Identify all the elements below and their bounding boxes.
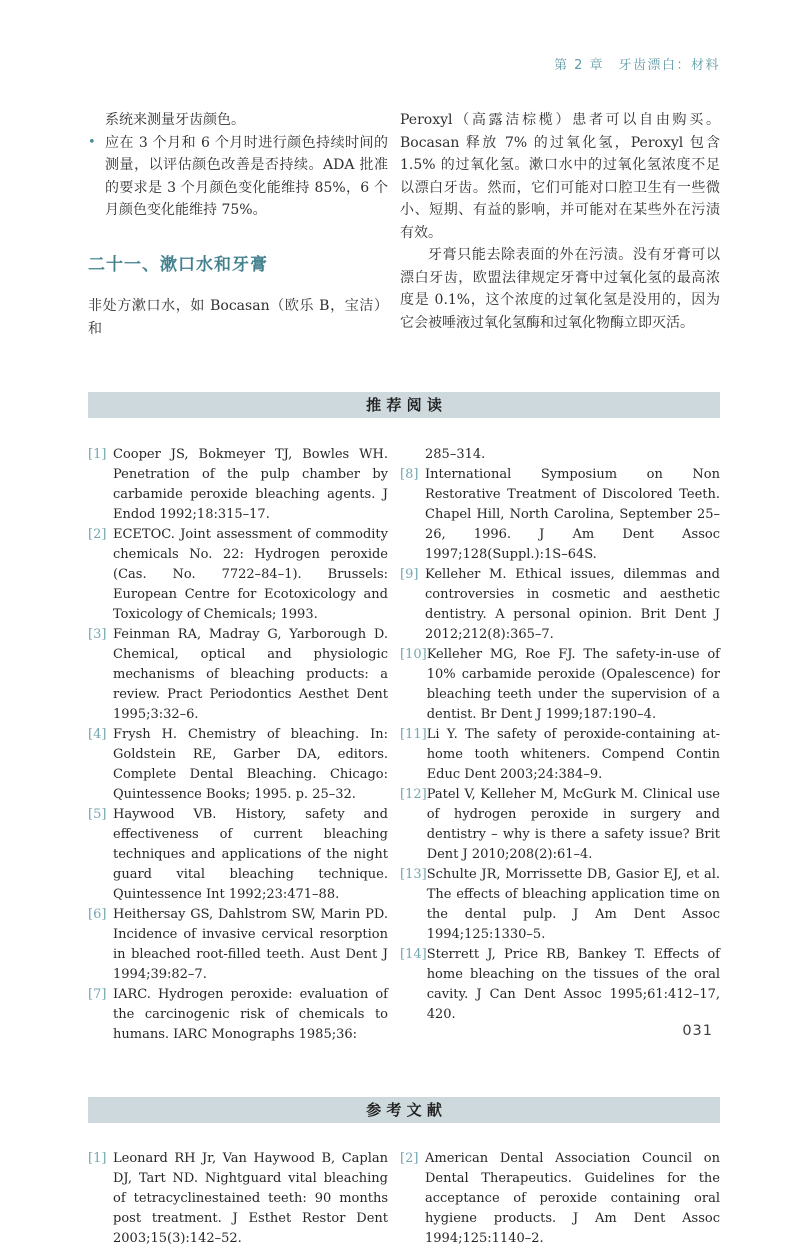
reference-text: Kelleher M. Ethical issues, dilemmas and controversies in cosmetic and aesthetic dentistry. A personal opinion. Brit Dent J 2012;212(8):365–7. — [425, 567, 720, 642]
reference-text: Patel V, Kelleher M, McGurk M. Clinical use of hydrogen peroxide in surgery and dentistry – why is there a safety issue? Brit Dent J 2010;208(2):61–4. — [426, 787, 720, 862]
references-header-bar — [88, 1097, 720, 1123]
reference-entry — [400, 645, 720, 725]
reference-entry — [88, 985, 388, 1045]
section-lead-paragraph: 非处方漱口水，如 Bocasan（欧乐 B，宝洁）和 — [88, 298, 388, 337]
reference-number: [10] — [400, 647, 427, 662]
reference-entry — [400, 565, 720, 645]
reference-entry — [88, 805, 388, 905]
section-heading-mouthwash-toothpaste: 二十一、漱口水和牙膏 — [88, 254, 268, 275]
reference-entry — [88, 905, 388, 985]
recommended-reading-list — [88, 445, 720, 1045]
reference-text: Haywood VB. History, safety and effectiveness of current bleaching techniques and applications of the night guard vital bleaching technique. Quintessence Int 1992;23:471–88. — [113, 807, 388, 902]
reference-text: Heithersay GS, Dahlstrom SW, Marin PD. Incidence of invasive cervical resorption in bleached root-filled teeth. Aust Dent J 1994;39:82–7. — [113, 907, 388, 982]
reference-entry — [88, 525, 388, 625]
body-text-section — [88, 109, 720, 340]
reference-number: [9] — [400, 567, 419, 582]
reference-number: [13] — [400, 867, 427, 882]
reference-number: [14] — [400, 947, 427, 962]
reference-entry — [400, 725, 720, 785]
reference-text: Frysh H. Chemistry of bleaching. In: Goldstein RE, Garber DA, editors. Complete Dental Bleaching. Chicago: Quintessence Books; 1995. p. 25–32. — [113, 727, 388, 802]
reference-entry — [400, 1149, 720, 1249]
body-paragraph-2: 牙膏只能去除表面的外在污渍。没有牙膏可以漂白牙齿，欧盟法律规定牙膏中过氧化氢的最高浓度是 0.1%，这个浓度的过氧化氢是没用的，因为它会被唾液过氧化氢酶和过氧化物酶立即灭活。 — [400, 247, 720, 331]
reference-number: [11] — [400, 727, 427, 742]
reference-text: Leonard RH Jr, Van Haywood B, Caplan DJ, Tart ND. Nightguard vital bleaching of tetracyclinestained teeth: 90 months post treatment. J Esthet Restor Dent 2003;15(3):142–52. — [113, 1151, 388, 1246]
references-title: 参 考 文 献 — [366, 1101, 442, 1119]
reference-text: Schulte JR, Morrissette DB, Gasior EJ, et al. The effects of bleaching application time on the dental pulp. J Am Dent Assoc 1994;125:1330–5. — [426, 867, 720, 942]
body-left-column — [88, 109, 388, 340]
reference-number: [1] — [88, 447, 107, 462]
reference-entry — [88, 725, 388, 805]
reference-number: [7] — [88, 987, 107, 1002]
page-number: 031 — [682, 1023, 713, 1039]
reference-entry-continuation — [400, 445, 720, 465]
reference-text: Sterrett J, Price RB, Bankey T. Effects of home bleaching on the tissues of the oral cavity. J Can Dent Assoc 1995;61:412–17, 420. — [426, 947, 720, 1022]
recommended-reading-title: 推 荐 阅 读 — [366, 396, 442, 414]
references-left-column — [88, 1149, 388, 1249]
bullet-dot-icon: • — [88, 134, 96, 150]
reference-number: [3] — [88, 627, 107, 642]
bullet-list-item — [88, 132, 388, 222]
reference-entry — [400, 865, 720, 945]
reference-number: [6] — [88, 907, 107, 922]
body-right-column — [400, 109, 720, 340]
bullet-item-text: 应在 3 个月和 6 个月时进行颜色持续时间的测量，以评估颜色改善是否持续。ADA 批准的要求是 3 个月颜色变化能维持 85%，6 个月颜色变化能维持 75%。 — [105, 134, 388, 218]
reference-text: IARC. Hydrogen peroxide: evaluation of the carcinogenic risk of chemicals to humans. IARC Monographs 1985;36: — [113, 987, 388, 1042]
reference-number: [8] — [400, 467, 419, 482]
reference-number: [4] — [88, 727, 107, 742]
reference-number: [1] — [88, 1151, 107, 1166]
reference-number: [2] — [88, 527, 107, 542]
reference-text: American Dental Association Council on Dental Therapeutics. Guidelines for the acceptance of peroxide containing oral hygiene products. J Am Dent Assoc 1994;125:1140–2. — [425, 1151, 720, 1246]
references-right-column — [400, 1149, 720, 1249]
reference-entry — [88, 1149, 388, 1249]
reference-text: 285–314. — [425, 447, 486, 462]
reference-entry — [88, 625, 388, 725]
reference-number: [5] — [88, 807, 107, 822]
reference-entry — [400, 945, 720, 1025]
reference-entry — [400, 785, 720, 865]
reference-text: International Symposium on Non Restorative Treatment of Discolored Teeth. Chapel Hill, North Carolina, September 25–26, 1996. J Am Dent Assoc 1997;128(Suppl.):1S–64S. — [425, 467, 720, 562]
reference-text: Feinman RA, Madray G, Yarborough D. Chemical, optical and physiologic mechanisms of bleaching products: a review. Pract Periodontics Aesthet Dent 1995;3:32–6. — [113, 627, 388, 722]
reference-text: ECETOC. Joint assessment of commodity chemicals No. 22: Hydrogen peroxide (Cas. No. 7722–84–1). Brussels: European Centre for Ecotoxicology and Toxicology of Chemicals; 1993. — [113, 527, 388, 622]
references-list — [88, 1149, 720, 1249]
reference-number-spacer — [400, 445, 425, 465]
chapter-header: 第 2 章 牙齿漂白：材料 — [553, 58, 720, 73]
recommended-reading-header-bar — [88, 392, 720, 418]
paragraph-continuation: 系统来测量牙齿颜色。 — [105, 112, 245, 128]
reference-entry — [400, 465, 720, 565]
reference-number: [12] — [400, 787, 427, 802]
body-paragraph-1: Peroxyl（高露洁棕榄）患者可以自由购买。Bocasan 释放 7% 的过氧化氢，Peroxyl 包含 1.5% 的过氧化氢。漱口水中的过氧化氢浓度不足以漂白牙齿。然而，它们可能对口腔卫生有一些微小、短期、有益的影响，并可能对在某些外在污渍有效。 — [400, 112, 720, 241]
recommended-reading-right-column — [400, 445, 720, 1045]
reference-number: [2] — [400, 1151, 419, 1166]
reference-text: Kelleher MG, Roe FJ. The safety-in-use of 10% carbamide peroxide (Opalescence) for bleaching teeth under the supervision of a dentist. Br Dent J 1999;187:190–4. — [426, 647, 720, 722]
recommended-reading-left-column — [88, 445, 388, 1045]
reference-text: Li Y. The safety of peroxide-containing at-home tooth whiteners. Compend Contin Educ Dent 2003;24:384–9. — [426, 727, 720, 782]
reference-entry — [88, 445, 388, 525]
reference-text: Cooper JS, Bokmeyer TJ, Bowles WH. Penetration of the pulp chamber by carbamide peroxide bleaching agents. J Endod 1992;18:315–17. — [113, 447, 388, 522]
